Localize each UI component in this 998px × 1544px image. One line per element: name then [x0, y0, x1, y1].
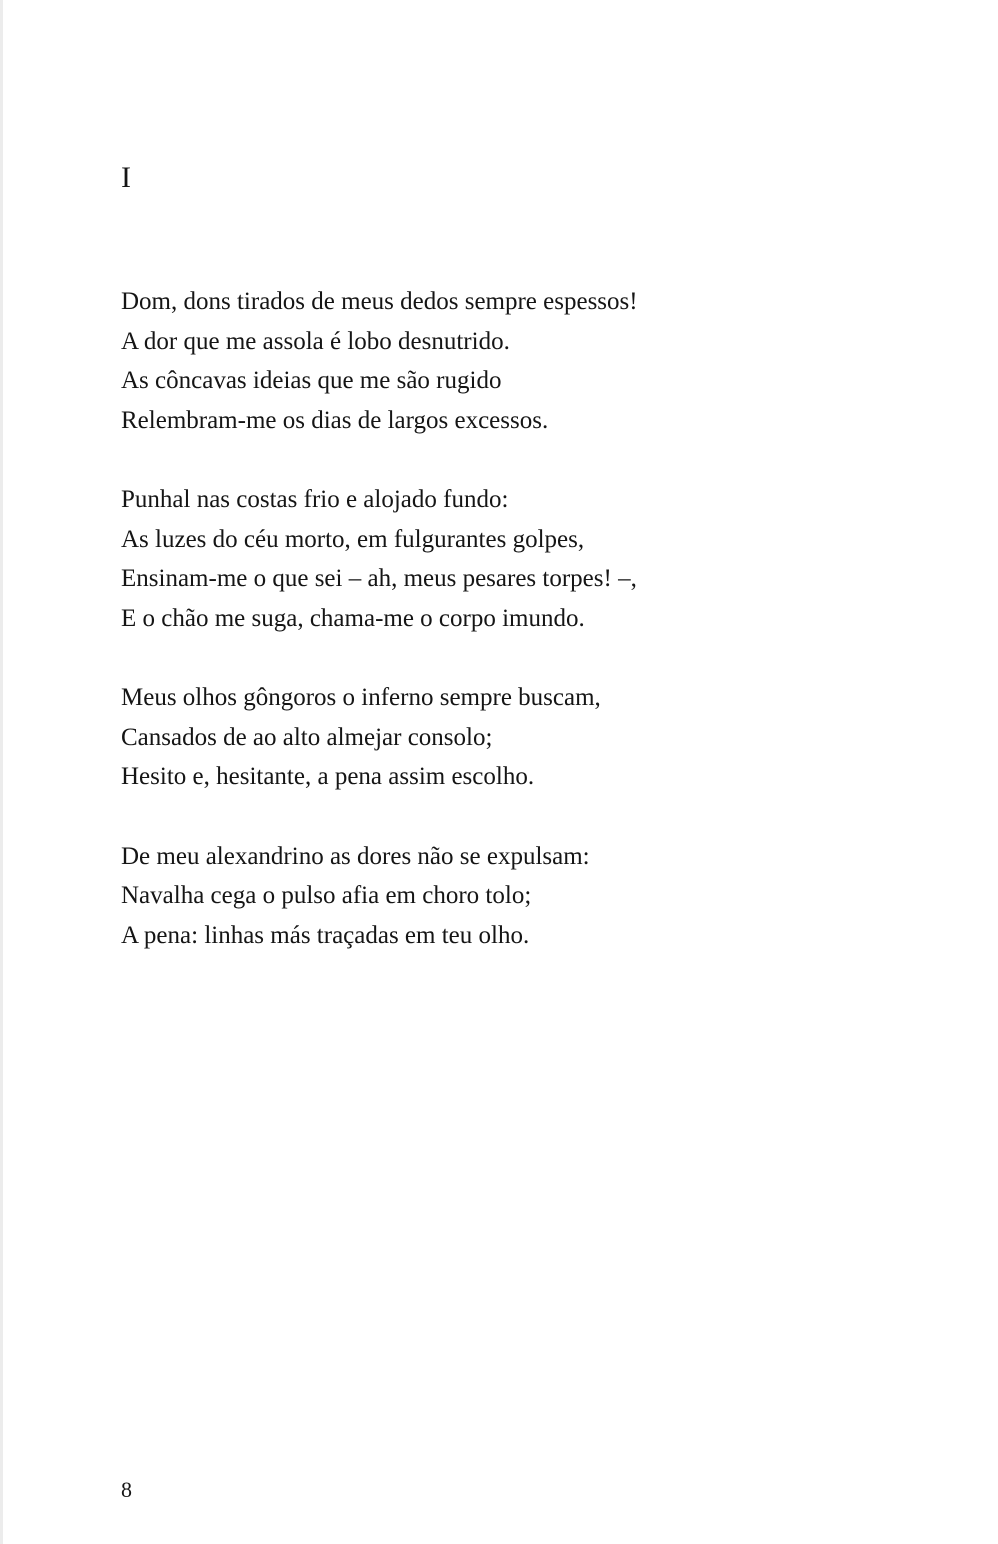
poem-line: A dor que me assola é lobo desnutrido. — [121, 327, 510, 355]
poem-line: As côncavas ideias que me são rugido — [121, 367, 502, 394]
poem-line: As luzes do céu morto, em fulgurantes golpes, — [121, 525, 585, 553]
poem-line: Punhal nas costas frio e alojado fundo: — [121, 486, 509, 513]
poem-line: Navalha cega o pulso afia em choro tolo; — [121, 882, 532, 909]
stanza-3 — [121, 678, 881, 797]
stanza-4 — [121, 837, 881, 956]
poem-line: E o chão me suga, chama-me o corpo imundo. — [121, 604, 585, 632]
poem-line: Cansados de ao alto almejar consolo; — [121, 723, 493, 751]
poem-line: Ensinam-me o que sei – ah, meus pesares torpes! –, — [121, 565, 637, 592]
page-number: 8 — [121, 1477, 132, 1502]
poem-line: Meus olhos gôngoros o inferno sempre buscam, — [121, 684, 601, 711]
page-edge — [0, 0, 3, 1544]
poem-line: Hesito e, hesitante, a pena assim escolho. — [121, 763, 535, 790]
stanza-1 — [121, 282, 881, 440]
poem-line: Relembram-me os dias de largos excessos. — [121, 406, 549, 434]
stanza-2 — [121, 480, 881, 638]
section-title: I — [121, 161, 131, 194]
poem-line: A pena: linhas más traçadas em teu olho. — [121, 921, 530, 949]
poem-line: De meu alexandrino as dores não se expulsam: — [121, 842, 590, 870]
poem-line: Dom, dons tirados de meus dedos sempre espessos! — [121, 288, 638, 315]
poem — [121, 282, 881, 995]
